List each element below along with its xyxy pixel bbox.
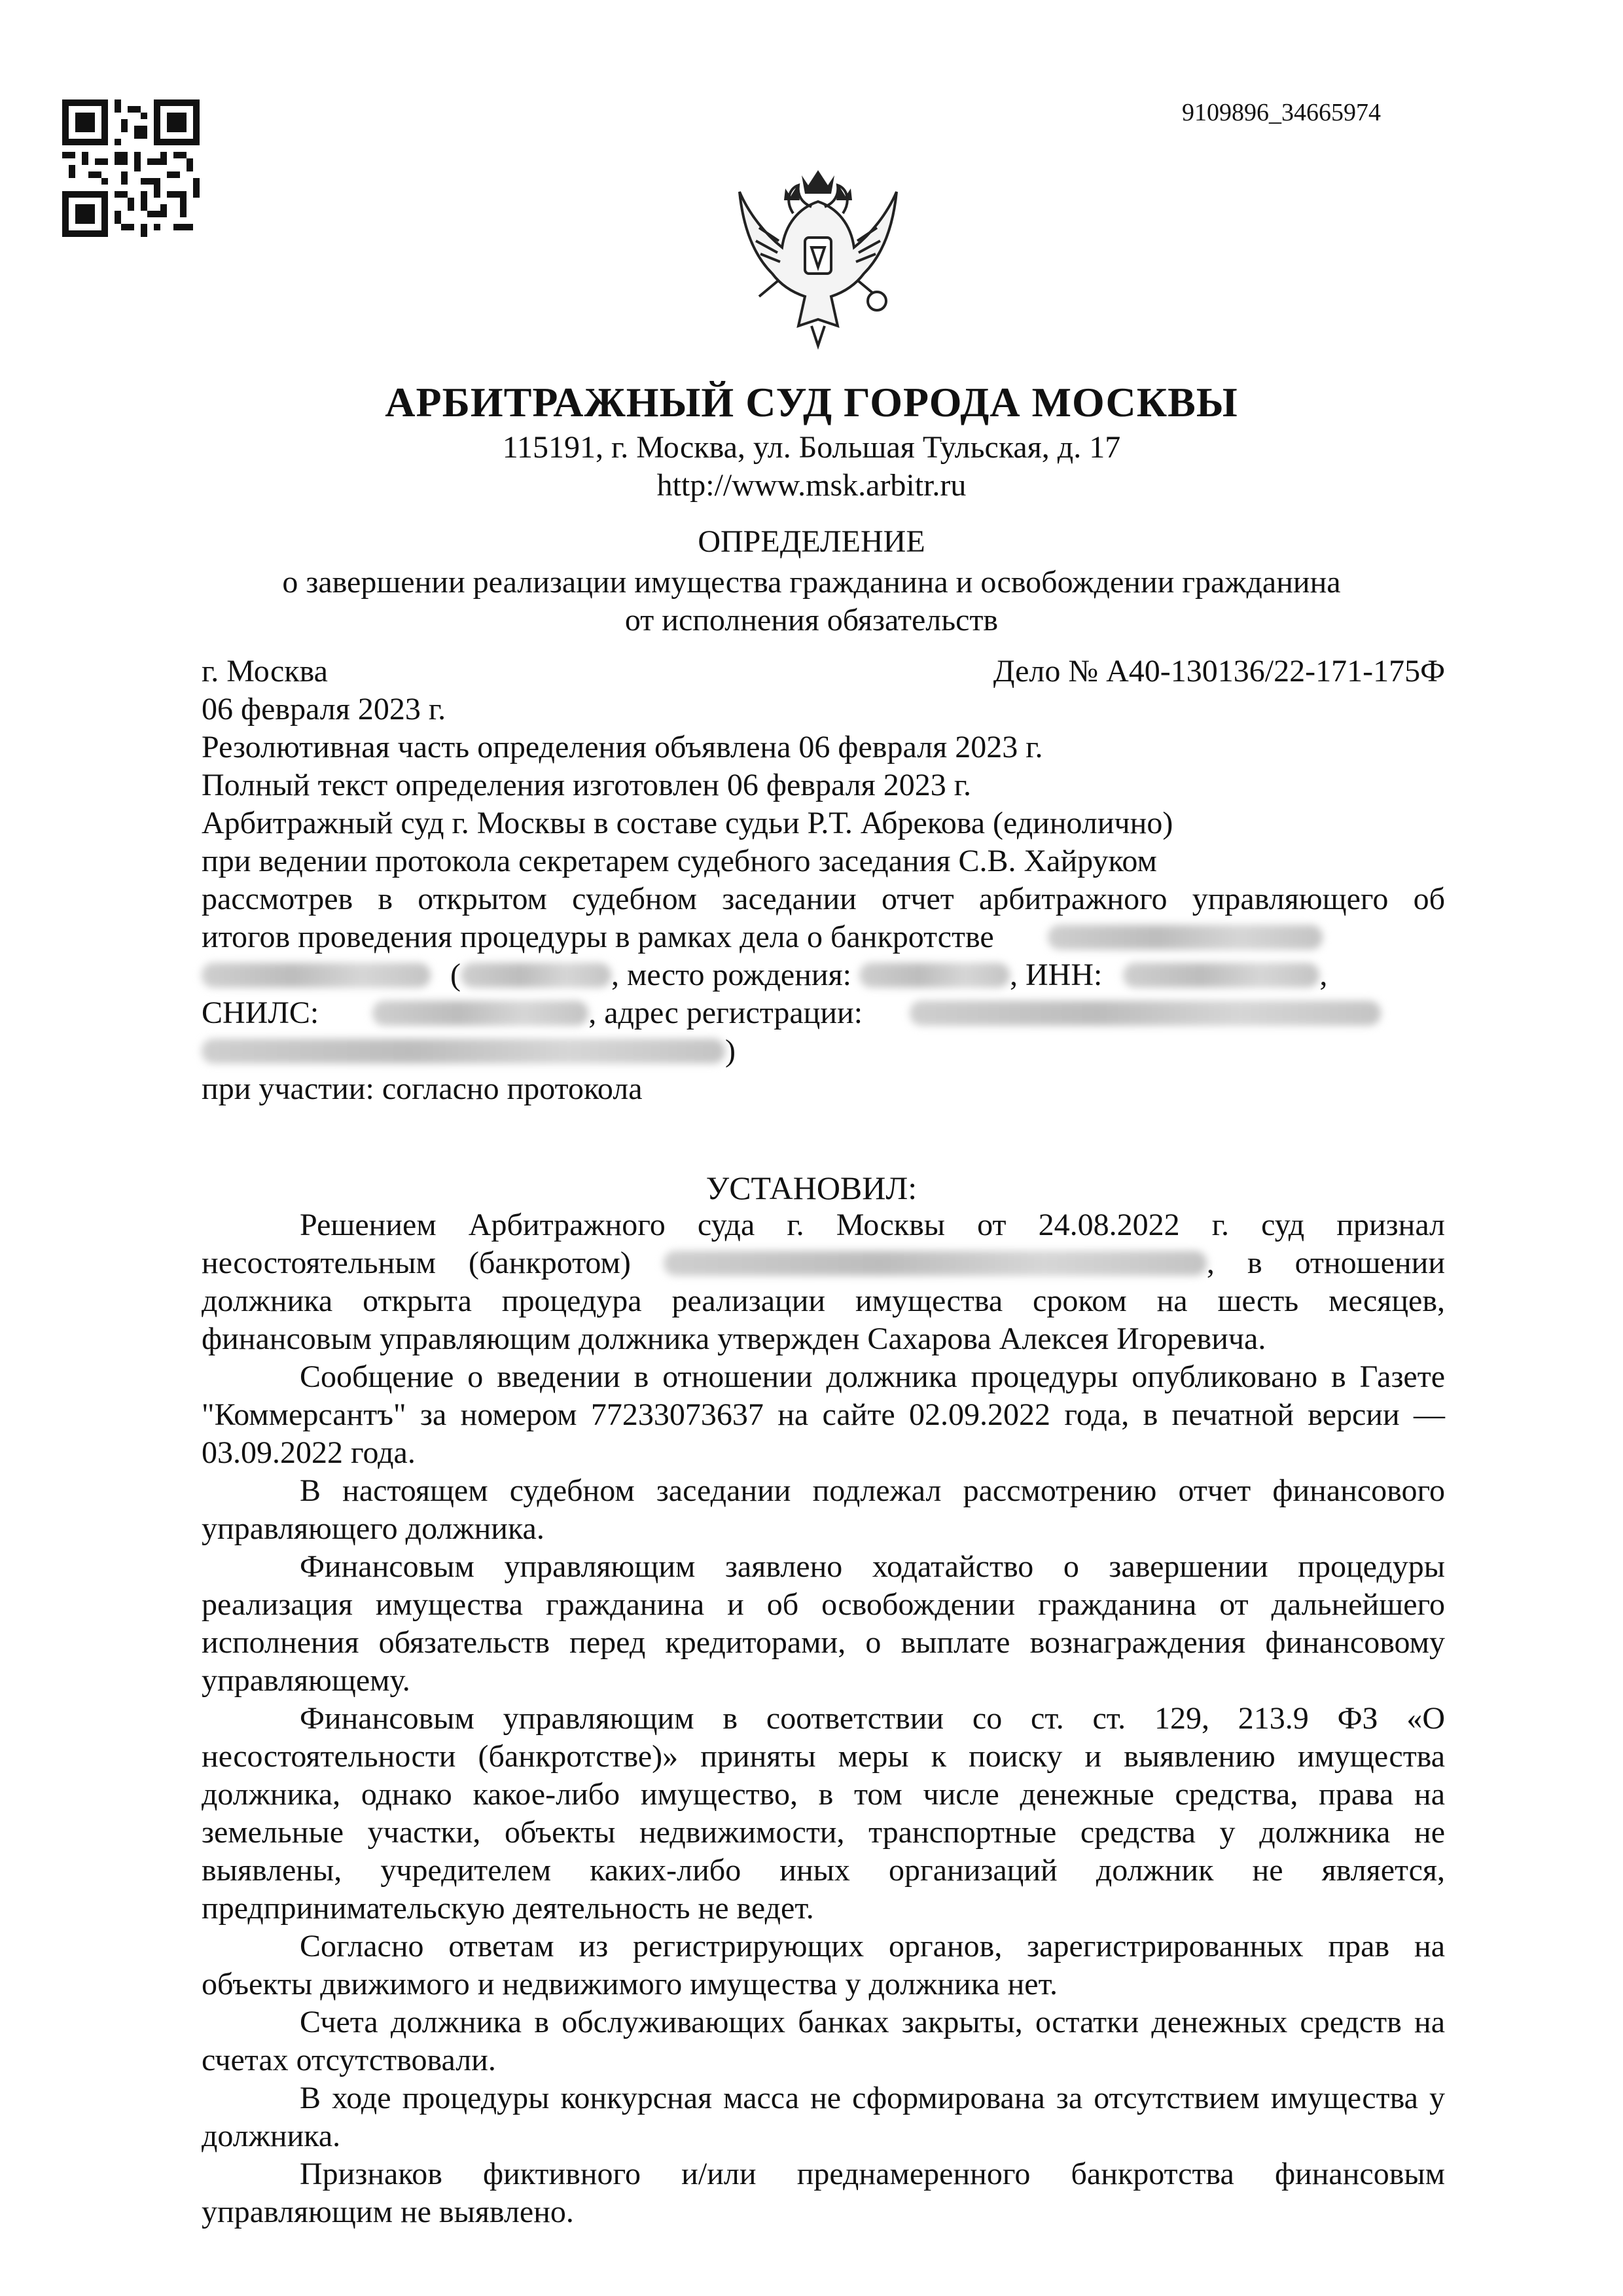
judge-line: Арбитражный суд г. Москвы в составе судьи Р.Т. Абрекова (единолично) <box>202 806 1173 840</box>
paragraph-6: Согласно ответам из регистрирующих органов, зарегистрированных прав на объекты движимого и недвижимого имущества у должника нет. <box>202 1929 1445 2001</box>
considered-line2 <box>202 919 1445 955</box>
inn-label: , ИНН: <box>1010 958 1103 992</box>
paragraph-3: В настоящем судебном заседании подлежал рассмотрению отчет финансового управляющего должника. <box>202 1473 1445 1546</box>
redacted-debtor-name <box>202 963 431 988</box>
debtor-details-line2 <box>202 995 1445 1031</box>
resolution-announced: Резолютивная часть определения объявлена 06 февраля 2023 г. <box>202 730 1043 764</box>
redacted-birth-date <box>461 963 611 988</box>
redacted-snils <box>372 1001 588 1026</box>
debtor-details-line1: ( , место рождения: , ИНН: , <box>202 957 1445 993</box>
paragraph-7: Счета должника в обслуживающих банках закрыты, остатки денежных средств на счетах отсутствовали. <box>202 2005 1445 2077</box>
participation-line: при участии: согласно протокола <box>202 1071 643 1106</box>
birth-place-label: , место рождения: <box>611 958 851 992</box>
redacted-address <box>202 1039 725 1064</box>
debtor-details-line3: ) <box>202 1033 1445 1069</box>
full-text-date: Полный текст определения изготовлен 06 февраля 2023 г. <box>202 768 972 802</box>
court-address: 115191, г. Москва, ул. Большая Тульская, д. 17 <box>502 430 1121 465</box>
case-number: Дело № А40-130136/22-171-175Ф <box>993 654 1445 689</box>
paragraph-5: Финансовым управляющим в соответствии со ст. ст. 129, 213.9 ФЗ «О несостоятельности (банкротстве)» приняты меры к поиску и выявлению имущества должника, однако какое-либо имущество, в том числе денежные средства, права на земельные участки, объекты недвижимости, транспортные средства у должника не выявлены, учредителем каких-либо иных организаций должник не является, предпринимательскую деятельность не ведет. <box>202 1701 1445 1926</box>
document-type: ОПРЕДЕЛЕНИЕ <box>698 524 925 559</box>
court-name: АРБИТРАЖНЫЙ СУД ГОРОДА МОСКВЫ <box>385 379 1238 425</box>
section-heading: УСТАНОВИЛ: <box>705 1170 918 1206</box>
document-subtitle-line1: о завершении реализации имущества гражданина и освобождении гражданина <box>282 565 1341 600</box>
redacted-birth-place <box>859 963 1010 988</box>
snils-label: СНИЛС: <box>202 996 319 1030</box>
paragraph-4: Финансовым управляющим заявлено ходатайство о завершении процедуры реализация имущества гражданина и об освобождении гражданина от дальнейшего исполнения обязательств перед кредиторами, о выплате вознаграждения финансовому управляющему. <box>202 1549 1445 1698</box>
paragraph-8: В ходе процедуры конкурсная масса не сформирована за отсутствием имущества у должника. <box>202 2081 1445 2153</box>
qr-code-icon <box>62 99 200 237</box>
redacted-debtor-name <box>664 1251 1207 1276</box>
decision-date: 06 февраля 2023 г. <box>202 692 446 726</box>
paragraph-2: Сообщение о введении в отношении должника процедуры опубликовано в Газете "Коммерсантъ" за номером 77233073637 на сайте 02.09.2022 года, в печатной версии — 03.09.2022 года. <box>202 1359 1445 1470</box>
address-label: , адрес регистрации: <box>588 996 863 1030</box>
document-subtitle-line2: от исполнения обязательств <box>624 603 999 637</box>
paragraph-9: Признаков фиктивного и/или преднамеренного банкротства финансовым управляющим не выявлено. <box>202 2157 1445 2229</box>
redacted-debtor-name <box>1048 925 1323 950</box>
russian-coat-of-arms-icon <box>720 162 916 359</box>
considered-line2-text: итогов проведения процедуры в рамках дела о банкротстве <box>202 920 994 954</box>
document-id: 9109896_34665974 <box>1182 99 1381 126</box>
redacted-inn <box>1123 963 1319 988</box>
secretary-line: при ведении протокола секретарем судебного заседания С.В. Хайруком <box>202 844 1157 878</box>
court-url: http://www.msk.arbitr.ru <box>656 468 967 503</box>
considered-line1: рассмотрев в открытом судебном заседании отчет арбитражного управляющего об <box>202 882 1445 916</box>
city: г. Москва <box>202 654 328 689</box>
paragraph-1: Решением Арбитражного суда г. Москвы от 24.08.2022 г. суд признал несостоятельным (банкротом) , в отношении должника открыта процедура реализации имущества сроком на шесть месяцев, финансовым управляющим должника утвержден Сахарова Алексея Игоревича. <box>202 1208 1446 1356</box>
redacted-address <box>910 1001 1381 1026</box>
